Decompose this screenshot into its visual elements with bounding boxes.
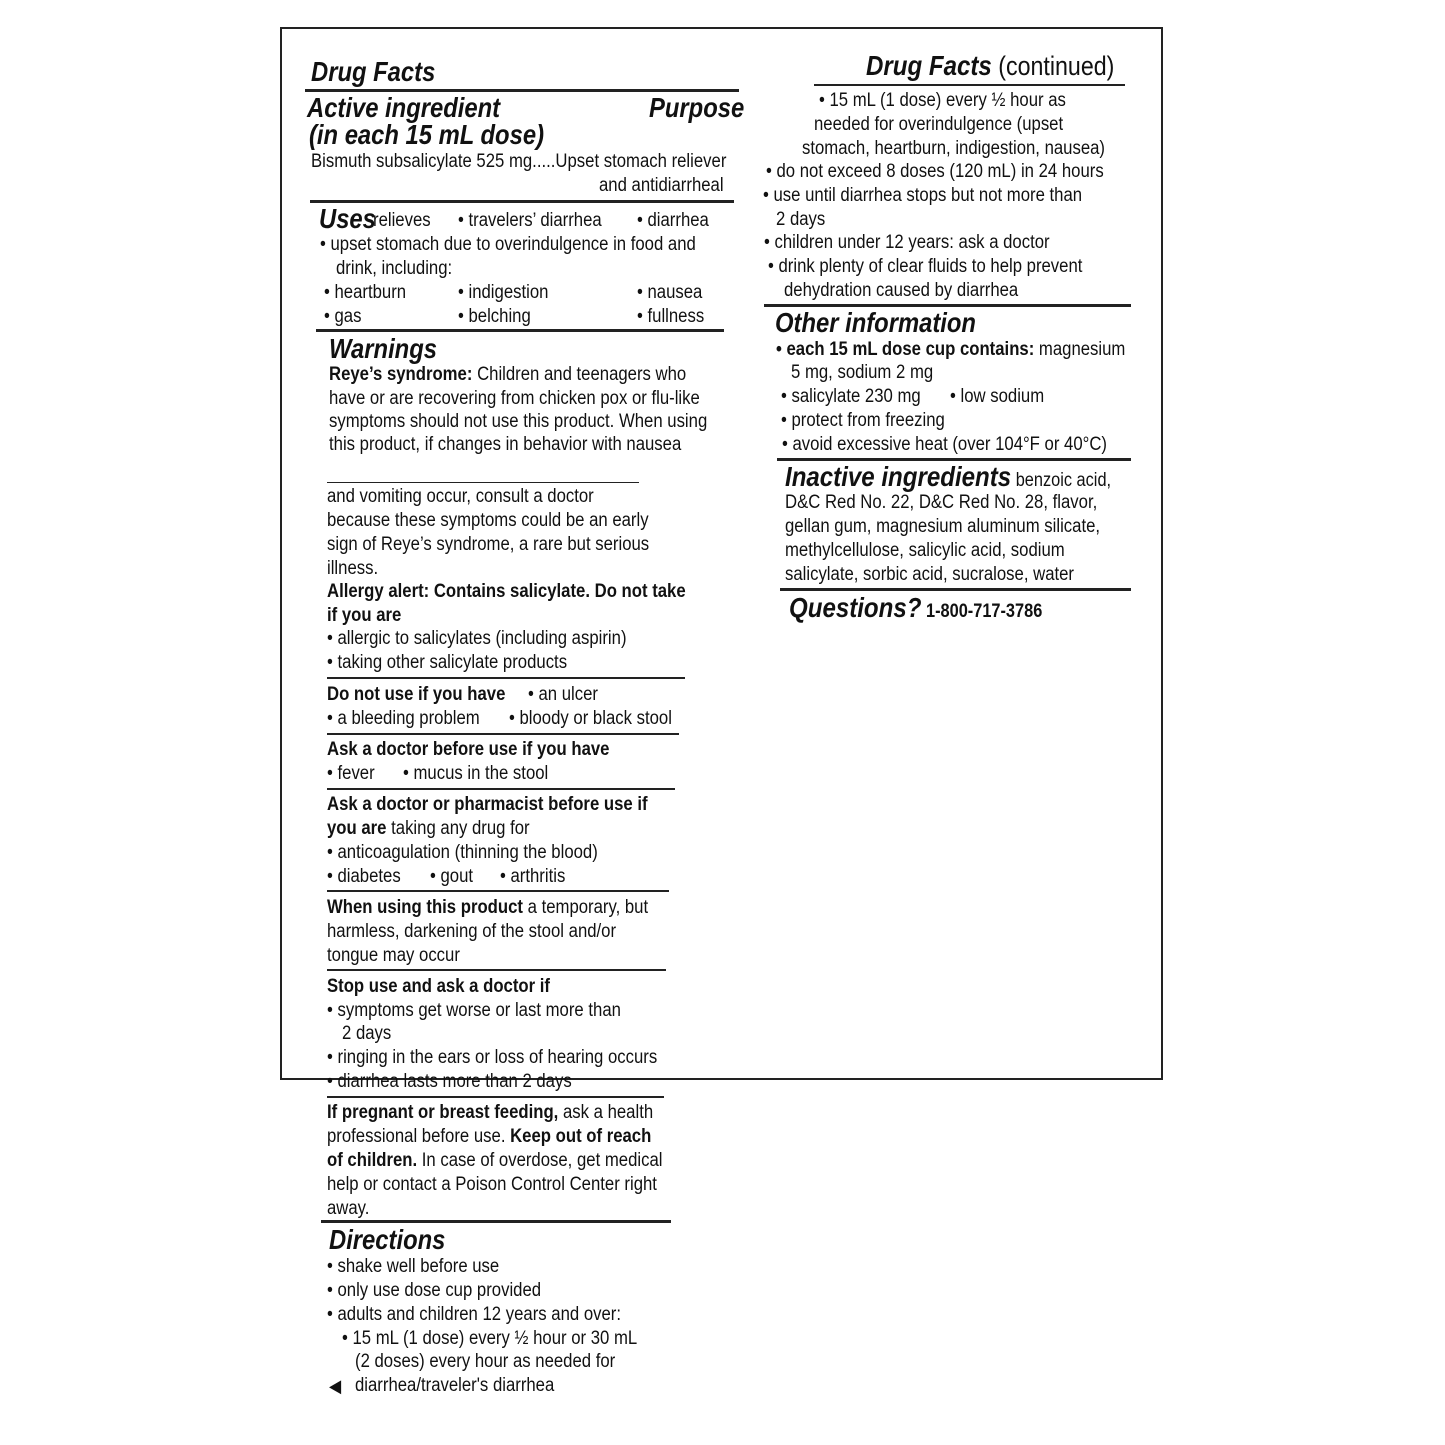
rule: [327, 733, 679, 735]
reye-text: Children and teenagers who: [472, 364, 687, 385]
active-ingredient-heading: Active ingredient: [307, 92, 501, 123]
purpose-heading: Purpose: [649, 92, 745, 123]
overdose-text: away.: [327, 1198, 370, 1219]
rule: [327, 969, 666, 971]
drug-facts-title: Drug Facts: [311, 56, 436, 87]
other-info-item: • protect from freezing: [781, 410, 945, 431]
stop-use-item: • diarrhea lasts more than 2 days: [327, 1071, 572, 1092]
when-using-text: harmless, darkening of the stool and/or: [327, 921, 617, 942]
ask-pharmacist-item: • diabetes: [327, 866, 401, 887]
reye-text: sign of Reye’s syndrome, a rare but serious: [327, 534, 650, 555]
uses-heading: Uses: [319, 203, 376, 234]
reye-text: this product, if changes in behavior with nausea: [329, 434, 682, 455]
pregnant-text: professional before use.: [327, 1126, 511, 1147]
active-ingredient-subheading: (in each 15 mL dose): [309, 119, 544, 150]
allergy-alert: if you are: [327, 605, 402, 626]
active-ingredient-purpose: and antidiarrheal: [599, 175, 724, 196]
uses-item: • fullness: [637, 306, 705, 327]
dose-cup-label: • each 15 mL dose cup contains:: [776, 339, 1035, 360]
uses-item: • travelers’ diarrhea: [458, 210, 602, 231]
keep-out-label: Keep out of reach: [510, 1126, 652, 1147]
continue-arrow-icon: ◀: [329, 1376, 342, 1396]
directions-item-cont: needed for overindulgence (upset: [814, 114, 1064, 135]
uses-item: • heartburn: [324, 282, 407, 303]
keep-out-label: of children.: [327, 1150, 418, 1171]
active-ingredient-line: Bismuth subsalicylate 525 mg.....Upset stomach reliever: [311, 151, 727, 172]
directions-item: • children under 12 years: ask a doctor: [764, 232, 1050, 253]
reye-label: Reye’s syndrome:: [329, 364, 473, 385]
rule: [327, 1096, 664, 1098]
rule: [321, 1220, 671, 1223]
directions-item: • adults and children 12 years and over:: [327, 1304, 621, 1325]
do-not-use-item: • a bleeding problem: [327, 708, 480, 729]
uses-item-cont: drink, including:: [336, 258, 453, 279]
other-info-item: • avoid excessive heat (over 104°F or 40°C): [782, 434, 1107, 455]
reye-text: and vomiting occur, consult a doctor: [327, 486, 594, 507]
rule: [316, 329, 724, 332]
directions-item: • drink plenty of clear fluids to help prevent: [768, 256, 1083, 277]
uses-item: • upset stomach due to overindulgence in food and: [320, 234, 696, 255]
ask-pharmacist-label: you are: [327, 818, 387, 839]
other-info-text: magnesium: [1034, 339, 1126, 360]
overdose-text: help or contact a Poison Control Center right: [327, 1174, 657, 1195]
allergy-alert: Allergy alert: Contains salicylate. Do not take: [327, 581, 686, 602]
rule: [780, 588, 1131, 591]
stop-use-label: Stop use and ask a doctor if: [327, 976, 550, 997]
reye-text: illness.: [327, 558, 379, 579]
pregnant-text: ask a health: [558, 1102, 654, 1123]
other-info-item: • salicylate 230 mg: [781, 386, 921, 407]
ask-doctor-item: • fever: [327, 763, 375, 784]
uses-item: • indigestion: [458, 282, 549, 303]
directions-item: • 15 mL (1 dose) every ½ hour as: [819, 90, 1066, 111]
allergy-item: • allergic to salicylates (including aspirin): [327, 628, 627, 649]
directions-heading: Directions: [329, 1224, 446, 1255]
rule: [327, 677, 685, 679]
stop-use-item: • ringing in the ears or loss of hearing occurs: [327, 1047, 658, 1068]
ask-pharmacist-label: Ask a doctor or pharmacist before use if: [327, 794, 648, 815]
when-using-text: tongue may occur: [327, 945, 460, 966]
inactive-ingredients-text: methylcellulose, salicylic acid, sodium: [785, 540, 1065, 561]
directions-item: • do not exceed 8 doses (120 mL) in 24 hours: [766, 161, 1104, 182]
inactive-ingredients-heading: Inactive ingredients: [785, 461, 1012, 492]
inactive-ingredients-text: D&C Red No. 22, D&C Red No. 28, flavor,: [785, 492, 1098, 513]
warnings-heading: Warnings: [329, 333, 438, 364]
rule: [327, 890, 669, 892]
rule: [327, 788, 675, 790]
phone-number: 1-800-717-3786: [921, 601, 1043, 622]
continued-label: (continued): [991, 51, 1115, 81]
stop-use-item-cont: 2 days: [342, 1023, 392, 1044]
inactive-ingredients-text: salicylate, sorbic acid, sucralose, water: [785, 564, 1075, 585]
inactive-ingredients-text: benzoic acid,: [1011, 470, 1112, 491]
directions-item: • 15 mL (1 dose) every ½ hour or 30 mL: [342, 1328, 638, 1349]
reye-text: because these symptoms could be an early: [327, 510, 649, 531]
pregnant-label: If pregnant or breast feeding,: [327, 1102, 559, 1123]
ask-pharmacist-item: • arthritis: [500, 866, 566, 887]
uses-item: • nausea: [637, 282, 703, 303]
stop-use-item: • symptoms get worse or last more than: [327, 1000, 621, 1021]
directions-item-cont: diarrhea/traveler's diarrhea: [355, 1375, 555, 1396]
ask-pharmacist-item: • gout: [430, 866, 474, 887]
directions-item-cont: 2 days: [776, 209, 826, 230]
uses-item: • gas: [324, 306, 362, 327]
directions-item-cont: (2 doses) every hour as needed for: [355, 1351, 616, 1372]
uses-item: • diarrhea: [637, 210, 709, 231]
when-using-text: a temporary, but: [522, 897, 649, 918]
overdose-text: In case of overdose, get medical: [417, 1150, 663, 1171]
directions-item-cont: dehydration caused by diarrhea: [784, 280, 1019, 301]
rule: [814, 84, 1125, 86]
column-break-rule: [327, 482, 639, 483]
other-information-heading: Other information: [775, 307, 976, 338]
reye-text: symptoms should not use this product. When using: [329, 411, 708, 432]
other-info-text: 5 mg, sodium 2 mg: [791, 362, 934, 383]
ask-doctor-label: Ask a doctor before use if you have: [327, 739, 610, 760]
questions-heading: Questions?: [789, 592, 922, 623]
reye-text: have or are recovering from chicken pox or flu-like: [329, 388, 700, 409]
ask-pharmacist-text: taking any drug for: [386, 818, 530, 839]
directions-item: • shake well before use: [327, 1256, 500, 1277]
drug-facts-continued-title: Drug Facts: [866, 50, 992, 81]
other-info-item: • low sodium: [950, 386, 1045, 407]
ask-pharmacist-item: • anticoagulation (thinning the blood): [327, 842, 598, 863]
inactive-ingredients-text: gellan gum, magnesium aluminum silicate,: [785, 516, 1101, 537]
ask-doctor-item: • mucus in the stool: [403, 763, 549, 784]
allergy-item: • taking other salicylate products: [327, 652, 568, 673]
do-not-use-label: Do not use if you have: [327, 684, 506, 705]
do-not-use-item: • bloody or black stool: [509, 708, 672, 729]
when-using-label: When using this product: [327, 897, 523, 918]
directions-item-cont: stomach, heartburn, indigestion, nausea): [802, 138, 1106, 159]
uses-intro: relieves: [373, 210, 431, 231]
directions-item: • only use dose cup provided: [327, 1280, 542, 1301]
directions-item: • use until diarrhea stops but not more than: [763, 185, 1083, 206]
do-not-use-item: • an ulcer: [528, 684, 598, 705]
uses-item: • belching: [458, 306, 531, 327]
